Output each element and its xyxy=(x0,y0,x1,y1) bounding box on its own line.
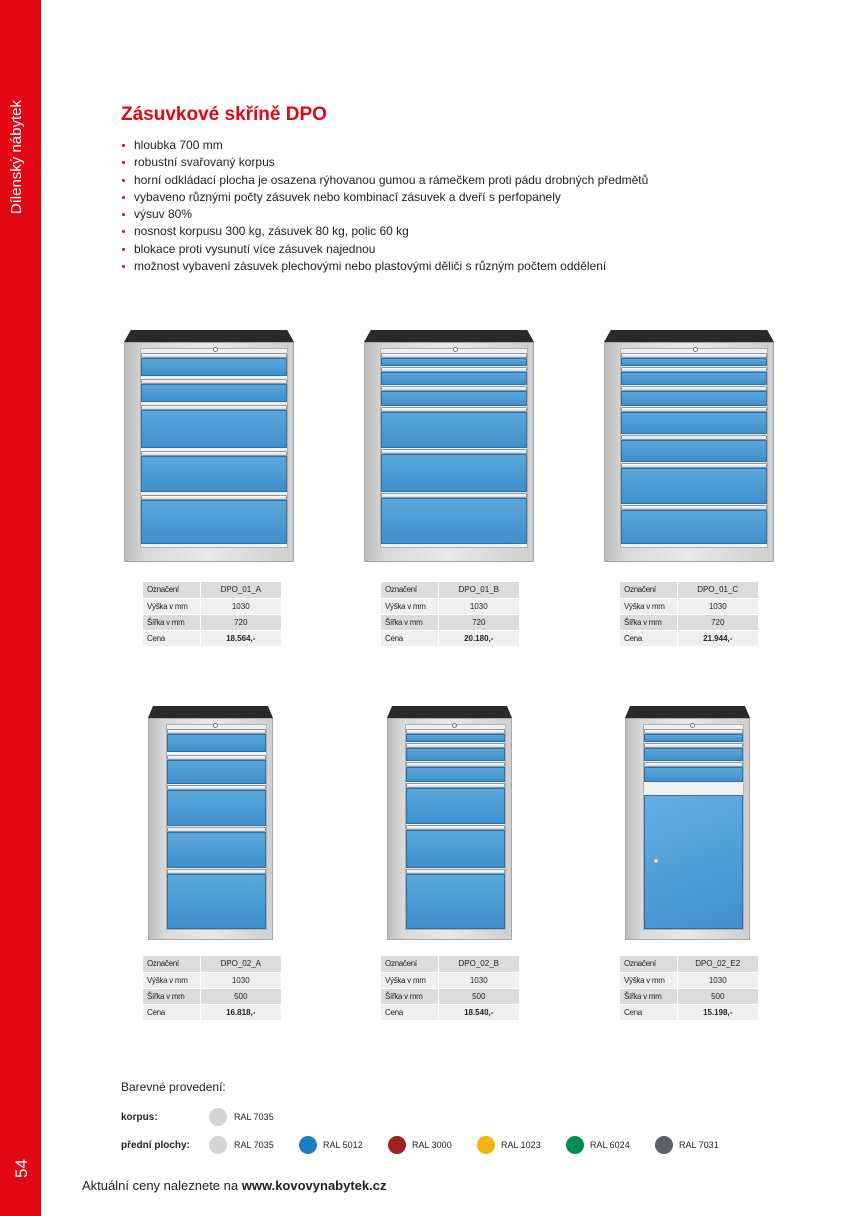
label-price: Cena xyxy=(620,630,677,646)
product-width: 500 xyxy=(200,988,281,1004)
color-options-title: Barevné provedení: xyxy=(121,1080,226,1094)
cabinet-image-dpo-02-a xyxy=(148,706,273,940)
feature-item: blokace proti vysunutí více zásuvek najednou xyxy=(121,241,648,258)
color-swatch-label: RAL 1023 xyxy=(501,1140,541,1150)
product-code: DPO_02_E2 xyxy=(677,956,758,972)
spec-table xyxy=(620,956,758,1021)
product-code: DPO_01_B xyxy=(438,582,519,598)
product-height: 1030 xyxy=(438,598,519,614)
label-designation: Označení xyxy=(143,582,200,598)
footer-note xyxy=(82,1178,386,1193)
label-price: Cena xyxy=(381,1004,438,1020)
label-width: Šířka v mm xyxy=(620,614,677,630)
label-price: Cena xyxy=(143,1004,200,1020)
label-height: Výška v mm xyxy=(143,598,200,614)
color-swatch xyxy=(655,1136,673,1154)
color-swatch xyxy=(299,1136,317,1154)
body-color-label: korpus: xyxy=(121,1112,158,1123)
product-price: 16.818,- xyxy=(200,1004,281,1020)
product-height: 1030 xyxy=(200,972,281,988)
product-width: 500 xyxy=(677,988,758,1004)
label-width: Šířka v mm xyxy=(381,614,438,630)
product-width: 720 xyxy=(677,614,758,630)
front-color-label: přední plochy: xyxy=(121,1140,190,1151)
product-height: 1030 xyxy=(438,972,519,988)
product-price: 18.540,- xyxy=(438,1004,519,1020)
footer-text: Aktuální ceny naleznete na xyxy=(82,1178,242,1193)
feature-item: hloubka 700 mm xyxy=(121,137,648,154)
color-swatch xyxy=(209,1136,227,1154)
spec-table xyxy=(381,582,519,647)
product-height: 1030 xyxy=(677,598,758,614)
product-code: DPO_01_A xyxy=(200,582,281,598)
feature-list xyxy=(121,137,648,275)
page-title: Zásuvkové skříně DPO xyxy=(121,104,327,125)
label-height: Výška v mm xyxy=(381,598,438,614)
label-height: Výška v mm xyxy=(143,972,200,988)
label-height: Výška v mm xyxy=(620,972,677,988)
product-price: 20.180,- xyxy=(438,630,519,646)
product-width: 500 xyxy=(438,988,519,1004)
feature-item: vybaveno různými počty zásuvek nebo kombinací zásuvek a dveří s perfopanely xyxy=(121,189,648,206)
cabinet-image-dpo-01-c xyxy=(604,330,774,562)
feature-item: možnost vybavení zásuvek plechovými nebo plastovými děliči s různým počtem oddělení xyxy=(121,258,648,275)
feature-item: horní odkládací plocha je osazena rýhovanou gumou a rámečkem proti pádu drobných předmětů xyxy=(121,172,648,189)
product-price: 18.564,- xyxy=(200,630,281,646)
product-price: 21.944,- xyxy=(677,630,758,646)
spec-table xyxy=(620,582,758,647)
feature-item: nosnost korpusu 300 kg, zásuvek 80 kg, polic 60 kg xyxy=(121,223,648,240)
product-height: 1030 xyxy=(200,598,281,614)
color-swatch-label: RAL 5012 xyxy=(323,1140,363,1150)
color-swatch-label: RAL 6024 xyxy=(590,1140,630,1150)
label-designation: Označení xyxy=(620,582,677,598)
color-swatch-label: RAL 7031 xyxy=(679,1140,719,1150)
product-width: 720 xyxy=(438,614,519,630)
website-link[interactable]: www.kovovynabytek.cz xyxy=(241,1178,387,1193)
color-swatch xyxy=(209,1108,227,1126)
section-title-vertical: Dílenský nábytek xyxy=(8,100,25,215)
product-price: 15.198,- xyxy=(677,1004,758,1020)
label-price: Cena xyxy=(620,1004,677,1020)
product-code: DPO_01_C xyxy=(677,582,758,598)
label-designation: Označení xyxy=(381,956,438,972)
label-width: Šířka v mm xyxy=(143,614,200,630)
feature-item: výsuv 80% xyxy=(121,206,648,223)
label-price: Cena xyxy=(381,630,438,646)
spec-table xyxy=(381,956,519,1021)
label-width: Šířka v mm xyxy=(620,988,677,1004)
spec-table xyxy=(143,582,281,647)
page-number: 54 xyxy=(12,1159,31,1178)
label-width: Šířka v mm xyxy=(381,988,438,1004)
label-price: Cena xyxy=(143,630,200,646)
label-designation: Označení xyxy=(620,956,677,972)
spec-table xyxy=(143,956,281,1021)
product-code: DPO_02_A xyxy=(200,956,281,972)
cabinet-image-dpo-01-b xyxy=(364,330,534,562)
label-designation: Označení xyxy=(381,582,438,598)
label-height: Výška v mm xyxy=(381,972,438,988)
product-width: 720 xyxy=(200,614,281,630)
cabinet-image-dpo-01-a xyxy=(124,330,294,562)
product-code: DPO_02_B xyxy=(438,956,519,972)
color-swatch-label: RAL 7035 xyxy=(234,1140,274,1150)
feature-item: robustní svařovaný korpus xyxy=(121,154,648,171)
cabinet-image-dpo-02-b xyxy=(387,706,512,940)
color-swatch-label: RAL 3000 xyxy=(412,1140,452,1150)
product-height: 1030 xyxy=(677,972,758,988)
label-designation: Označení xyxy=(143,956,200,972)
color-swatch-label: RAL 7035 xyxy=(234,1112,274,1122)
color-swatch xyxy=(388,1136,406,1154)
label-width: Šířka v mm xyxy=(143,988,200,1004)
cabinet-image-dpo-02-e2 xyxy=(625,706,750,940)
color-swatch xyxy=(566,1136,584,1154)
color-swatch xyxy=(477,1136,495,1154)
label-height: Výška v mm xyxy=(620,598,677,614)
